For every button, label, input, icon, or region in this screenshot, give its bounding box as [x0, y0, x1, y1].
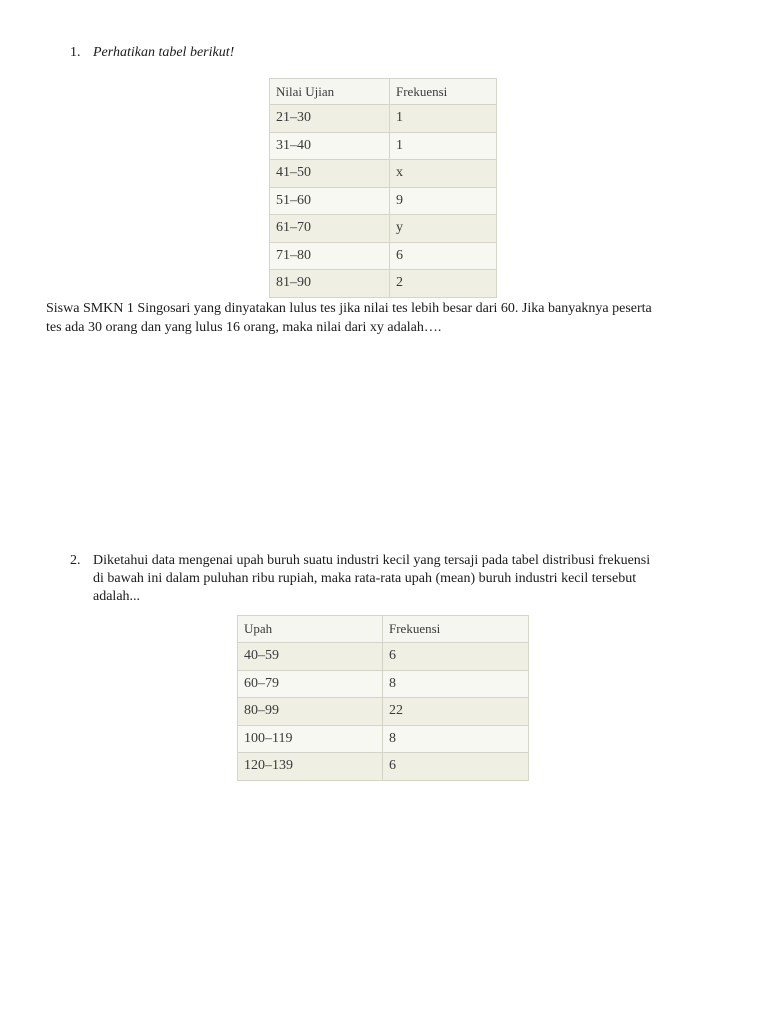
- table-row: [270, 105, 497, 133]
- table-header-row: [270, 79, 497, 105]
- table-cell: 6: [390, 242, 497, 270]
- table-cell: x: [390, 160, 497, 188]
- table-cell: 60–79: [238, 670, 383, 698]
- table-header-cell: Upah: [238, 616, 383, 643]
- table-row: [270, 270, 497, 298]
- question-2-number: 2.: [70, 553, 81, 568]
- table-row: [238, 698, 529, 726]
- table-row: [238, 753, 529, 781]
- question-1-table: [269, 78, 497, 298]
- table-cell: 80–99: [238, 698, 383, 726]
- table-header-cell: Frekuensi: [390, 79, 497, 105]
- table-cell: 22: [383, 698, 529, 726]
- table-row: [238, 725, 529, 753]
- table-cell: 8: [383, 725, 529, 753]
- table-row: [238, 643, 529, 671]
- table-cell: 8: [383, 670, 529, 698]
- table-cell: 1: [390, 132, 497, 160]
- table-row: [270, 242, 497, 270]
- table-cell: 120–139: [238, 753, 383, 781]
- table-cell: 100–119: [238, 725, 383, 753]
- question-1-text-line-2: tes ada 30 orang dan yang lulus 16 orang, maka nilai dari xy adalah….: [46, 320, 442, 335]
- table-row: [270, 132, 497, 160]
- table-header-cell: Frekuensi: [383, 616, 529, 643]
- table-header-cell: Nilai Ujian: [270, 79, 390, 105]
- question-1-text-line-1: Siswa SMKN 1 Singosari yang dinyatakan lulus tes jika nilai tes lebih besar dari 60. Jika banyaknya peserta: [46, 301, 652, 316]
- table-cell: 31–40: [270, 132, 390, 160]
- table-cell: 61–70: [270, 215, 390, 243]
- table-cell: 9: [390, 187, 497, 215]
- table-cell: 6: [383, 753, 529, 781]
- table-header-row: [238, 616, 529, 643]
- table-row: [270, 160, 497, 188]
- question-2-text-line-2: di bawah ini dalam puluhan ribu rupiah, maka rata-rata upah (mean) buruh industri kecil tersebut: [93, 571, 637, 586]
- table-cell: 21–30: [270, 105, 390, 133]
- question-2-table: [237, 615, 529, 781]
- table-cell: 6: [383, 643, 529, 671]
- table-cell: 1: [390, 105, 497, 133]
- question-1-prompt: Perhatikan tabel berikut!: [93, 45, 235, 60]
- table-row: [270, 187, 497, 215]
- table-cell: y: [390, 215, 497, 243]
- question-2-text-line-3: adalah...: [93, 589, 141, 604]
- table-cell: 41–50: [270, 160, 390, 188]
- table-cell: 51–60: [270, 187, 390, 215]
- table-row: [238, 670, 529, 698]
- table-row: [270, 215, 497, 243]
- table-cell: 2: [390, 270, 497, 298]
- table-cell: 71–80: [270, 242, 390, 270]
- table-cell: 81–90: [270, 270, 390, 298]
- question-1-table-wrapper: [269, 78, 497, 298]
- question-2-table-wrapper: [237, 615, 529, 781]
- question-2-text-line-1: Diketahui data mengenai upah buruh suatu industri kecil yang tersaji pada tabel distribusi frekuensi: [93, 553, 651, 568]
- table-cell: 40–59: [238, 643, 383, 671]
- question-1-number: 1.: [70, 45, 81, 60]
